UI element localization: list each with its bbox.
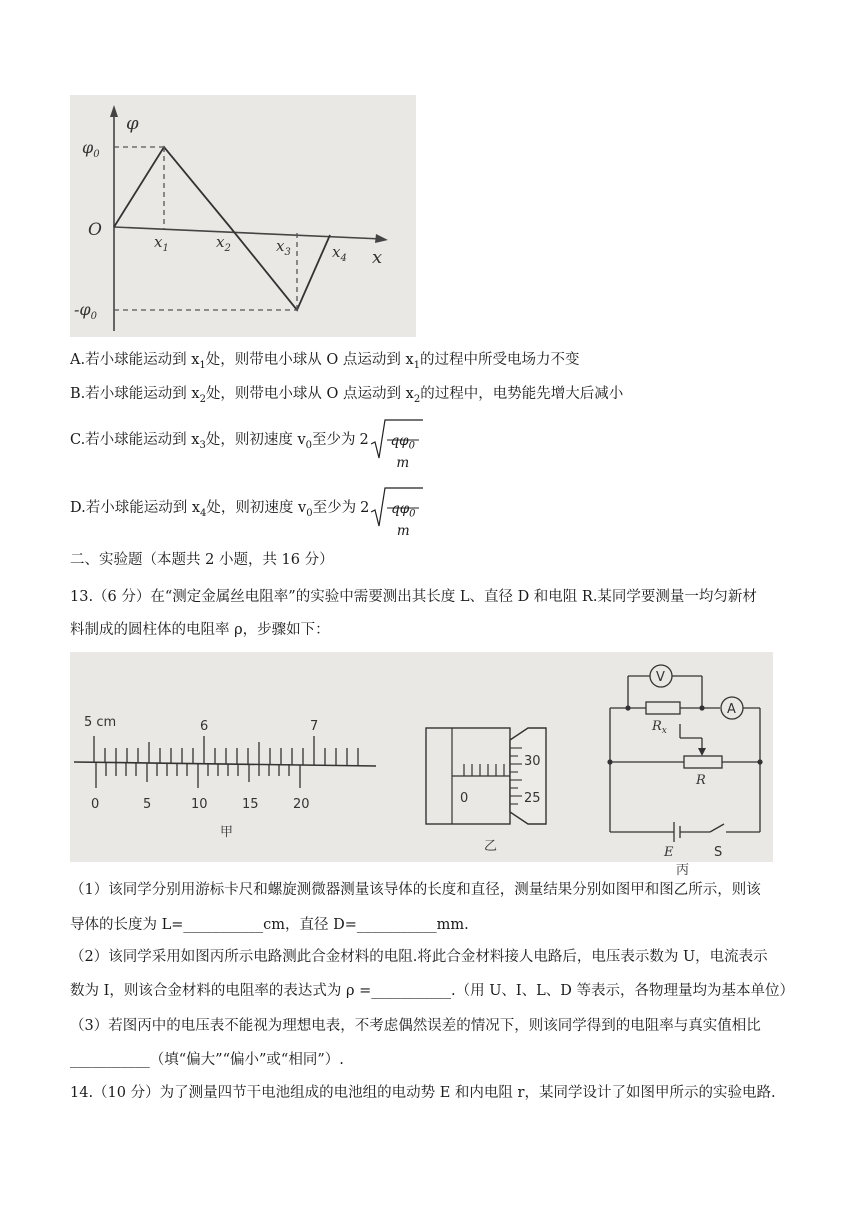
- q13-part2-line2: 数为 I，则该合金材料的电阻率的表达式为 ρ =___________.（用 U、I、L、D 等表示，各物理量均为基本单位）: [70, 983, 795, 999]
- phi-x-graph-svg: [70, 95, 416, 337]
- y-axis-label: φ: [126, 113, 139, 134]
- vernier-caliper: [74, 715, 376, 840]
- x-axis-arrow: [375, 234, 388, 243]
- svg-text:0: 0: [91, 797, 100, 812]
- svg-text:乙: 乙: [484, 839, 498, 854]
- svg-text:30: 30: [524, 754, 541, 769]
- phi-x-graph: [70, 95, 416, 337]
- svg-text:0: 0: [460, 791, 469, 806]
- svg-text:Rx: $R_x$: [652, 719, 667, 736]
- svg-text:20: 20: [293, 797, 310, 812]
- tick-x3: $x_3$: [276, 237, 291, 258]
- neg-phi0-label: $-\varphi_0$: [74, 300, 97, 322]
- option-d-sqrt-frac: $q\varphi_0$ m: [371, 486, 423, 530]
- phi0-label: $\varphi_0$: [82, 138, 100, 160]
- svg-text:V: V: [656, 670, 665, 685]
- measurement-figure: [70, 652, 773, 878]
- svg-text:25: 25: [524, 791, 541, 806]
- option-a: A.若小球能运动到 $x_1$处，则带电小球从 O 点运动到 $x_1$的过程中所受电场力不变: [70, 352, 580, 371]
- micrometer: [426, 728, 546, 854]
- q13-part3-line1: （3）若图丙中的电压表不能视为理想电表，不考虑偶然误差的情况下，则该同学得到的电阻率与真实值相比: [70, 1018, 761, 1034]
- q13-line2: 料制成的圆柱体的电阻率 ρ，步骤如下：: [70, 622, 330, 638]
- svg-text:A: A: [727, 702, 736, 717]
- q13-part3-line2: ___________（填“偏大”“偏小”或“相同”）.: [70, 1052, 344, 1068]
- svg-text:S: S: [714, 845, 723, 860]
- svg-text:5: 5: [143, 797, 152, 812]
- tick-x4: $x_4$: [332, 243, 347, 264]
- svg-text:7: 7: [310, 719, 319, 734]
- x-axis-label: x: [372, 247, 383, 268]
- svg-text:10: 10: [191, 797, 208, 812]
- svg-text:6: 6: [200, 719, 209, 734]
- q13-part1-line2: 导体的长度为 L=___________cm，直径 D=___________mm.: [70, 917, 469, 933]
- option-d: D.若小球能运动到 $x_4$处，则初速度 $v_0$至少为 2 $q\varphi_0$ m: [70, 486, 423, 536]
- option-c-coef: 2: [359, 432, 369, 448]
- circuit: [610, 665, 760, 842]
- svg-text:丙: 丙: [676, 863, 690, 878]
- y-axis-arrow: [110, 105, 118, 117]
- tick-x1: $x_1$: [154, 233, 169, 254]
- svg-text:E: E: [664, 845, 674, 860]
- q13-line1: 13.（6 分）在“测定金属丝电阻率”的实验中需要测出其长度 L、直径 D 和电阻 R.某同学要测量一均匀新材: [70, 589, 757, 605]
- q14-line1: 14.（10 分）为了测量四节干电池组成的电池组的电动势 E 和内电阻 r，某同学设计了如图甲所示的实验电路.: [70, 1085, 776, 1101]
- option-b: B.若小球能运动到 $x_2$处，则带电小球从 O 点运动到 $x_2$的过程中，电势能先增大后减小: [70, 386, 624, 405]
- measurement-figure-svg: [70, 652, 773, 878]
- svg-text:5 cm: 5 cm: [84, 715, 117, 730]
- svg-text:15: 15: [242, 797, 259, 812]
- option-d-coef: 2: [360, 500, 370, 516]
- svg-text:甲: 甲: [220, 825, 234, 840]
- option-c: C.若小球能运动到 $x_3$处，则初速度 $v_0$至少为 2 $q\varphi_0$ m: [70, 418, 423, 468]
- section-2-heading: 二、实验题（本题共 2 小题，共 16 分）: [70, 552, 334, 568]
- svg-text:R: R: [696, 773, 706, 788]
- tick-x2: $x_2$: [216, 233, 231, 254]
- origin-label: O: [88, 220, 102, 240]
- option-c-sqrt-frac: $q\varphi_0$ m: [371, 418, 423, 462]
- q13-part2-line1: （2）该同学采用如图丙所示电路测此合金材料的电阻.将此合金材料接人电路后，电压表示数为 U，电流表示: [70, 949, 768, 965]
- q13-part1-line1: （1）该同学分别用游标卡尺和螺旋测微器测量该导体的长度和直径，测量结果分别如图甲和图乙所示，则该: [70, 882, 761, 898]
